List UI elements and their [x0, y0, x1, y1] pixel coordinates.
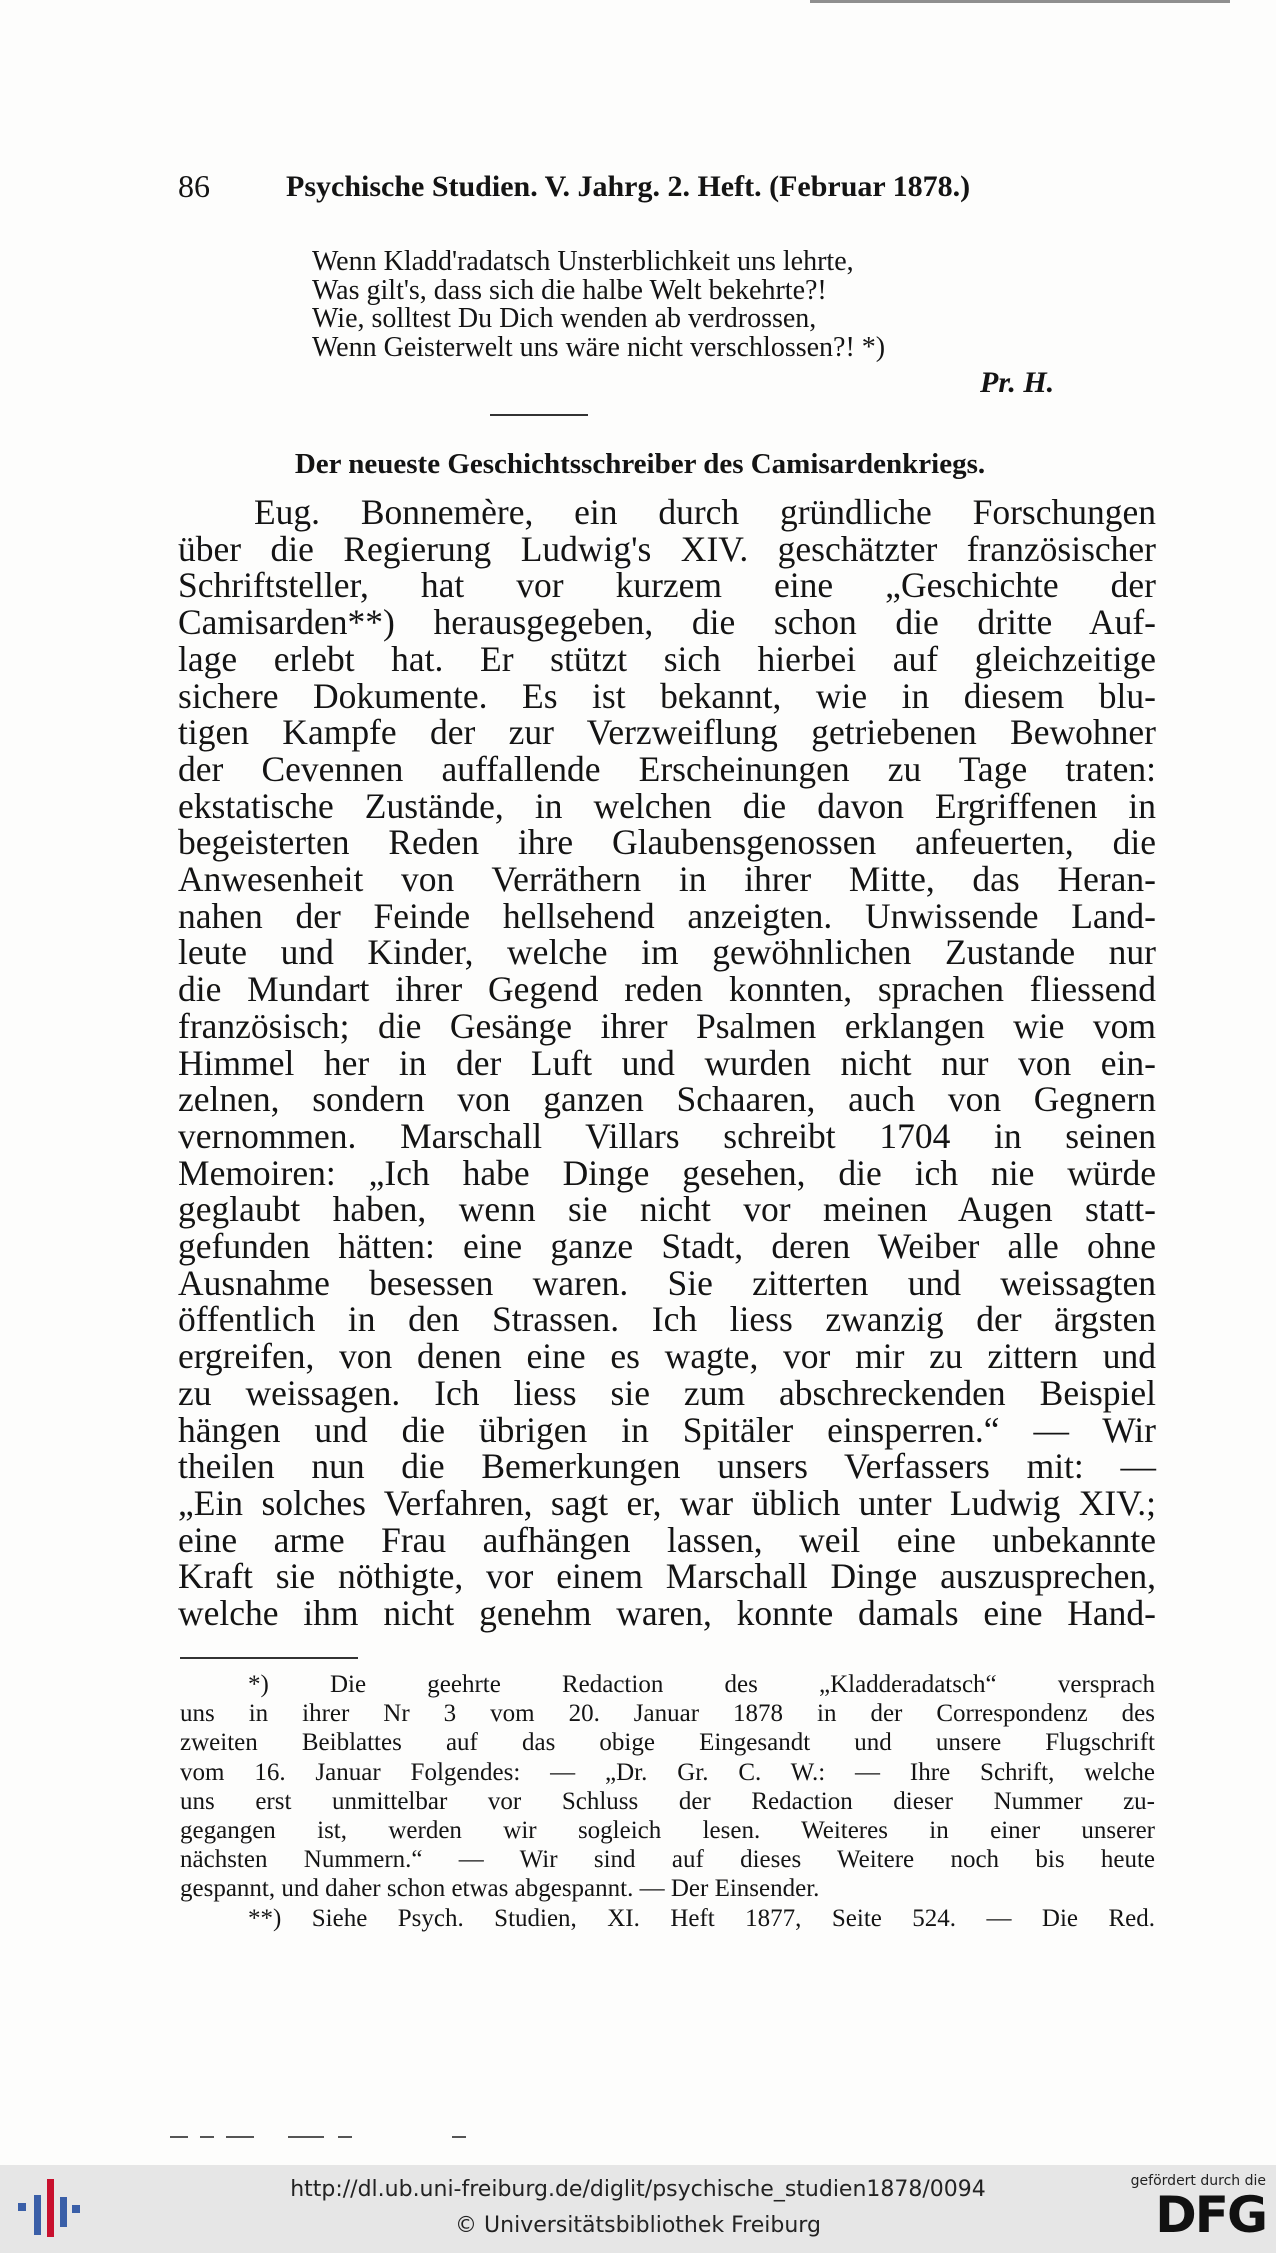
body-line: hängen und die übrigen in Spitäler einsperren.“ — Wir [178, 1409, 1156, 1450]
footnote-line: gespannt, und daher schon etwas abgespannt. — Der Einsender. [180, 1875, 820, 1903]
body-line: Anwesenheit von Verräthern in ihrer Mitte, das Heran- [178, 859, 1156, 900]
body-line: Eug. Bonnemère, ein durch gründliche Forschungen [254, 492, 1156, 532]
footnote-line: uns in ihrer Nr 3 vom 20. Januar 1878 in der Correspondenz des [180, 1700, 1155, 1728]
body-line: Schriftsteller, hat vor kurzem eine „Geschichte der [178, 565, 1156, 606]
copyright-notice: © Universitätsbibliothek Freiburg [455, 2213, 821, 2238]
footnote-line: *) Die geehrte Redaction des „Kladderadatsch“ versprach [248, 1671, 1155, 1698]
dfg-sponsor [1126, 2173, 1266, 2244]
footnote-line: uns erst unmittelbar vor Schluss der Redaction dieser Nummer zu- [180, 1787, 1155, 1815]
body-line: französisch; die Gesänge ihrer Psalmen erklangen wie vom [178, 1005, 1156, 1046]
body-line: ekstatische Zustände, in welchen die davon Ergriffenen in [178, 785, 1156, 826]
body-line: ergreifen, von denen eine es wagte, vor mir zu zittern und [178, 1336, 1156, 1377]
running-title: Psychische Studien. V. Jahrg. 2. Heft. (Februar 1878.) [286, 170, 971, 203]
page-number: 86 [178, 168, 210, 204]
body-line: Camisarden**) herausgegeben, die schon die dritte Auf- [178, 602, 1156, 643]
body-line: geglaubt haben, wenn sie nicht vor meinen Augen statt- [178, 1189, 1156, 1230]
poem-line: Was gilt's, dass sich die halbe Welt bekehrte?! [312, 274, 827, 306]
body-line: zu weissagen. Ich liess sie zum abschreckenden Beispiel [178, 1372, 1156, 1413]
footnote-line: vom 16. Januar Folgendes: — „Dr. Gr. C. W.: — Ihre Schrift, welche [180, 1758, 1155, 1786]
body-line: gefunden hätten: eine ganze Stadt, deren Weiber alle ohne [178, 1226, 1156, 1267]
body-line: öffentlich in den Strassen. Ich liess zwanzig der ärgsten [178, 1299, 1156, 1340]
body-line: leute und Kinder, welche im gewöhnlichen Zustande nur [178, 932, 1156, 973]
footnote-line: **) Siehe Psych. Studien, XI. Heft 1877, Seite 524. — Die Red. [248, 1904, 1155, 1932]
poem-line: Wenn Geisterwelt uns wäre nicht verschlossen?! *) [312, 331, 886, 363]
body-line: begeisterten Reden ihre Glaubensgenossen anfeuerten, die [178, 822, 1156, 863]
body-line: theilen nun die Bemerkungen unsers Verfassers mit: — [178, 1446, 1156, 1487]
body-line: Memoiren: „Ich habe Dinge gesehen, die ich nie würde [178, 1152, 1156, 1193]
body-line: Ausnahme besessen waren. Sie zitterten und weissagten [178, 1262, 1156, 1303]
body-line: vernommen. Marschall Villars schreibt 1704 in seinen [178, 1115, 1156, 1156]
poem [312, 248, 1102, 362]
dfg-tagline: gefördert durch die [1130, 2173, 1266, 2189]
article-heading: Der neueste Geschichtsschreiber des Camisardenkriegs. [294, 448, 986, 480]
page-edge-mark [810, 0, 1230, 3]
body-line: lage erlebt hat. Er stützt sich hierbei auf gleichzeitige [178, 638, 1156, 679]
body-line: „Ein solches Verfahren, sagt er, war üblich unter Ludwig XIV.; [178, 1482, 1156, 1523]
poem-line: Wie, solltest Du Dich wenden ab verdrossen, [312, 303, 817, 334]
body-line: Kraft sie nöthigte, vor einem Marschall Dinge auszusprechen, [178, 1556, 1156, 1597]
footnote-line: zweiten Beiblattes auf das obige Eingesandt und unsere Flugschrift [180, 1729, 1155, 1757]
section-divider [490, 414, 588, 416]
body-line: eine arme Frau aufhängen lassen, weil eine unbekannte [178, 1519, 1156, 1560]
body-line: welche ihm nicht genehm waren, konnte damals eine Hand- [178, 1593, 1156, 1634]
body-line: sichere Dokumente. Es ist bekannt, wie in diesem blu- [178, 675, 1156, 716]
viewer-footer [0, 2165, 1276, 2253]
footnote-line: gegangen ist, werden wir sogleich lesen. Weiteres in einer unserer [180, 1817, 1155, 1845]
article-body [178, 494, 1156, 1632]
poem-line: Wenn Kladd'radatsch Unsterblichkeit uns lehrte, [312, 246, 854, 277]
footnote-divider [180, 1657, 358, 1659]
dfg-logo-icon: DFG [1155, 2186, 1266, 2244]
body-line: tigen Kampfe der zur Verzweiflung getriebenen Bewohner [178, 712, 1156, 753]
running-header [178, 168, 1110, 208]
body-line: nahen der Feinde hellsehend anzeigten. Unwissende Land- [178, 895, 1156, 936]
body-line: der Cevennen auffallende Erscheinungen zu Tage traten: [178, 748, 1156, 789]
body-line: Himmel her in der Luft und wurden nicht nur von ein- [178, 1042, 1156, 1083]
poem-signature: Pr. H. [980, 366, 1055, 399]
footnotes [180, 1670, 1155, 1933]
body-line: über die Regierung Ludwig's XIV. geschätzter französischer [178, 528, 1156, 569]
body-line: zelnen, sondern von ganzen Schaaren, auch von Gegnern [178, 1079, 1156, 1120]
source-url-link[interactable]: http://dl.ub.uni-freiburg.de/diglit/psychische_studien1878/0094 [290, 2177, 986, 2202]
body-line: die Mundart ihrer Gegend reden konnten, sprachen fliessend [178, 969, 1156, 1010]
footnote-line: nächsten Nummern.“ — Wir sind auf dieses Weitere noch bis heute [180, 1846, 1155, 1874]
